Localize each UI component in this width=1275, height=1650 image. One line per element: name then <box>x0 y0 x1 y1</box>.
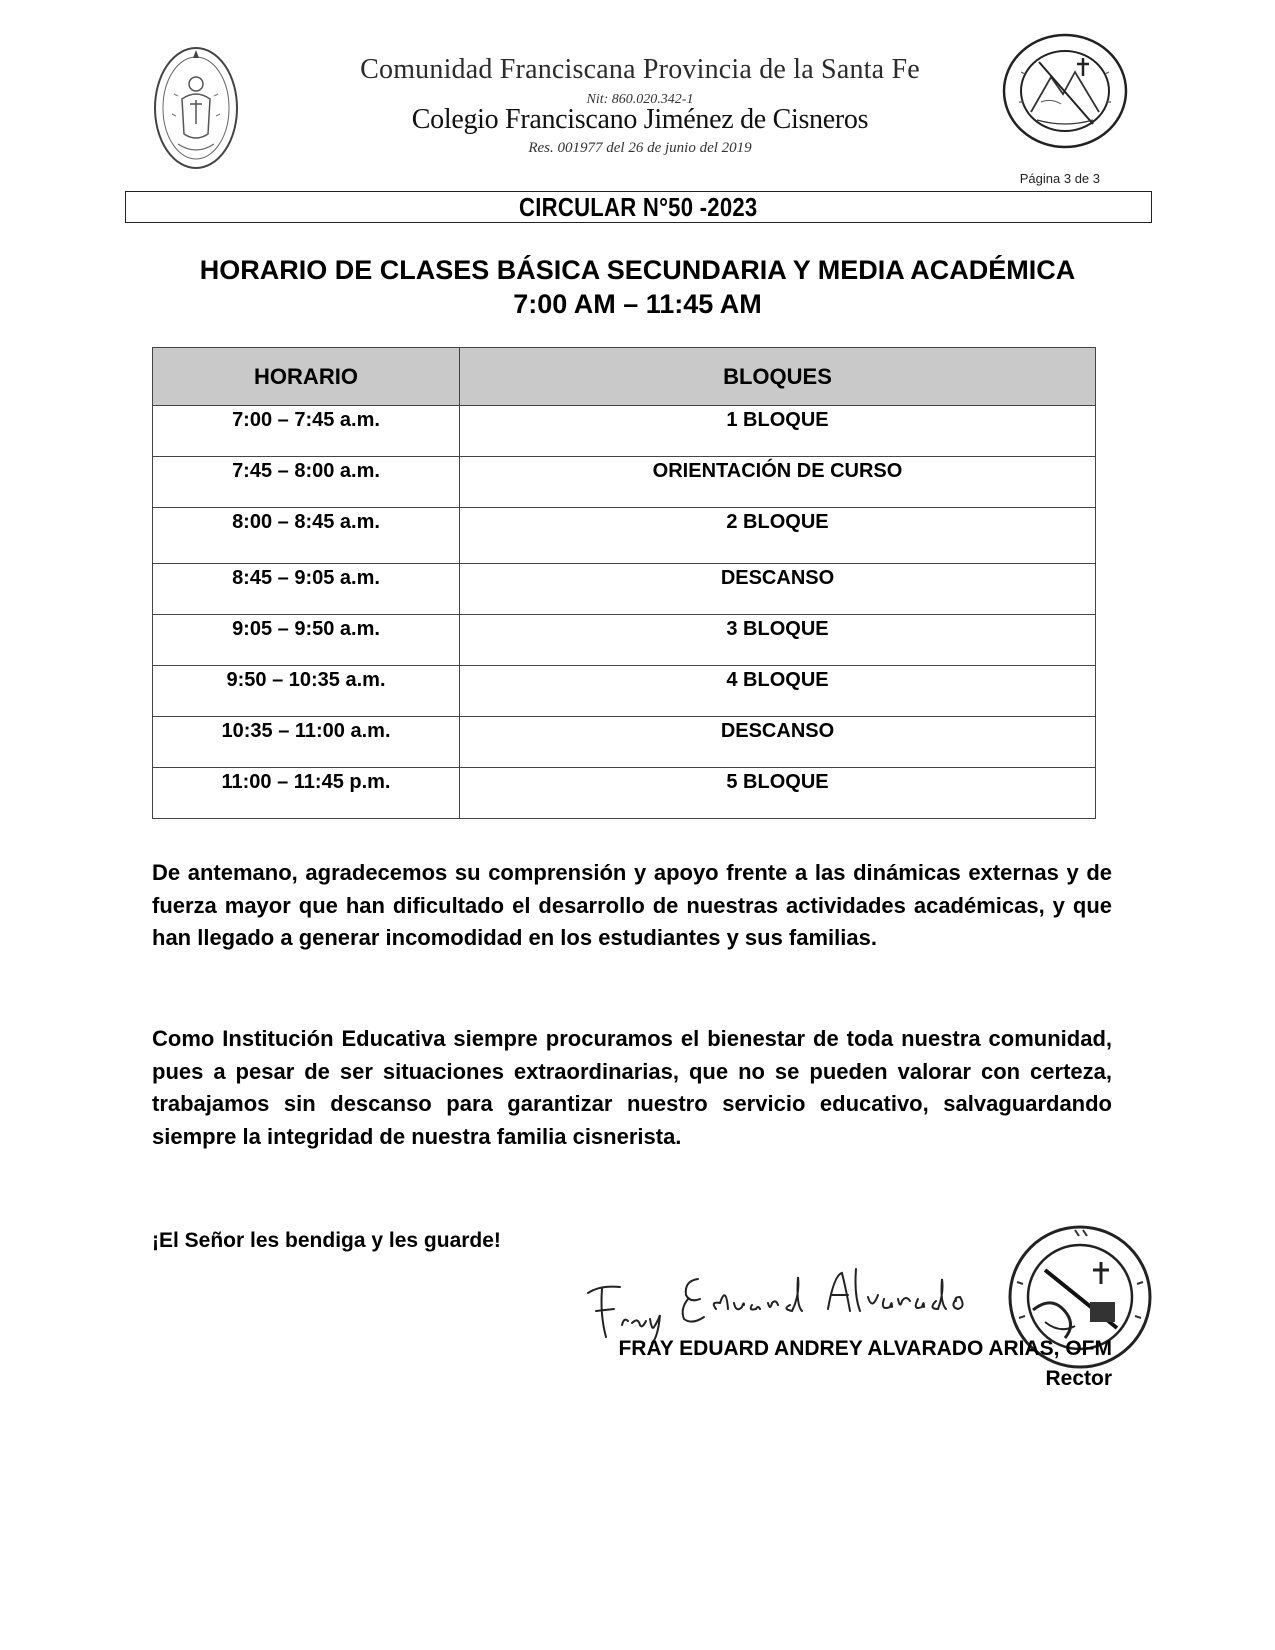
schedule-time-range: 7:00 AM – 11:45 AM <box>513 289 762 319</box>
time-cell: 10:35 – 11:00 a.m. <box>153 717 460 768</box>
resolution-text: Res. 001977 del 26 de junio del 2019 <box>528 140 752 156</box>
signer-name: FRAY EDUARD ANDREY ALVARADO ARIAS, OFM <box>618 1337 1112 1360</box>
table-row <box>153 666 1096 717</box>
school-name: Colegio Franciscano Jiménez de Cisneros <box>411 104 869 135</box>
block-cell: ORIENTACIÓN DE CURSO <box>460 457 1096 508</box>
time-cell: 8:45 – 9:05 a.m. <box>153 564 460 615</box>
time-cell: 9:05 – 9:50 a.m. <box>153 615 460 666</box>
time-cell: 7:00 – 7:45 a.m. <box>153 406 460 457</box>
block-cell: 5 BLOQUE <box>460 768 1096 819</box>
time-cell: 8:00 – 8:45 a.m. <box>153 508 460 564</box>
circular-banner <box>125 191 1152 223</box>
circular-number: CIRCULAR N°50 -2023 <box>519 191 758 222</box>
paragraph-gratitude: De antemano, agradecemos su comprensión y apoyo frente a las dinámicas externas y de fuerza mayor que han dificultado el desarrollo de nuestras actividades académicas, y que han llegado a generar incomodidad en los estudiantes y sus familias. <box>152 860 1112 950</box>
time-cell: 9:50 – 10:35 a.m. <box>153 666 460 717</box>
header-bloques: BLOQUES <box>460 348 1096 406</box>
school-emblem-icon <box>1001 32 1129 150</box>
time-cell: 11:00 – 11:45 p.m. <box>153 768 460 819</box>
block-cell: 4 BLOQUE <box>460 666 1096 717</box>
table-row <box>153 406 1096 457</box>
table-row <box>153 564 1096 615</box>
time-cell: 7:45 – 8:00 a.m. <box>153 457 460 508</box>
signer-role: Rector <box>1045 1367 1112 1390</box>
table-row <box>153 717 1096 768</box>
block-cell: 3 BLOQUE <box>460 615 1096 666</box>
table-header-row <box>153 348 1096 406</box>
schedule-table <box>152 347 1096 819</box>
closing-blessing: ¡El Señor les bendiga y les guarde! <box>152 1229 501 1252</box>
nit-number: Nit: 860.020.342-1 <box>586 92 694 107</box>
schedule-title: HORARIO DE CLASES BÁSICA SECUNDARIA Y MEDIA ACADÉMICA <box>199 255 1076 285</box>
table-row <box>153 457 1096 508</box>
handwritten-signature <box>580 1265 1020 1345</box>
block-cell: DESCANSO <box>460 717 1096 768</box>
block-cell: 1 BLOQUE <box>460 406 1096 457</box>
table-row <box>153 615 1096 666</box>
block-cell: 2 BLOQUE <box>460 508 1096 564</box>
header-horario: HORARIO <box>153 348 460 406</box>
paragraph-institution: Como Institución Educativa siempre procuramos el bienestar de toda nuestra comunidad, pues a pesar de ser situaciones extraordinarias, que no se pueden valorar con certeza, trabajamos sin descanso para garantizar nuestro servicio educativo, salvaguardando siempre la integridad de nuestra familia cisnerista. <box>152 1026 1112 1149</box>
community-name: Comunidad Franciscana Provincia de la Santa Fe <box>360 54 920 85</box>
block-cell: DESCANSO <box>460 564 1096 615</box>
table-row <box>153 768 1096 819</box>
table-row <box>153 508 1096 564</box>
page-number: Página 3 de 3 <box>1019 171 1100 186</box>
